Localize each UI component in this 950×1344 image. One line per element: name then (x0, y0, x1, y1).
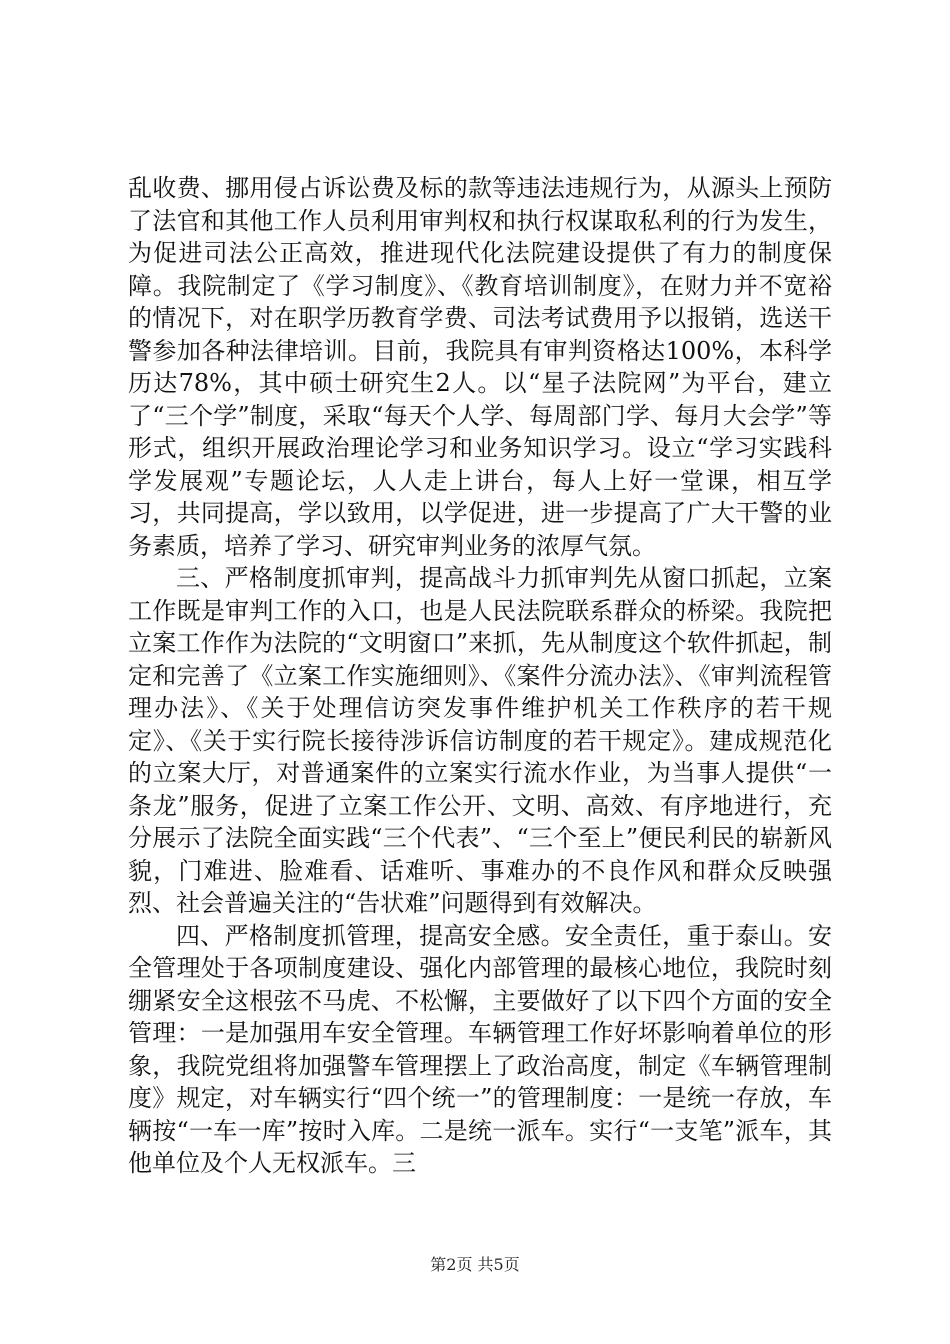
paragraph-3: 四、严格制度抓管理，提高安全感。安全责任，重于泰山。安全管理处于各项制度建设、强化内部管理的最核心地位，我院时刻绷紧安全这根弦不马虎、不松懈，主要做好了以下四个方面的安全管理：一是加强用车安全管理。车辆管理工作好坏影响着单位的形象，我院党组将加强警车管理摆上了政治高度，制定《车辆管理制度》规定，对车辆实行“四个统一”的管理制度：一是统一存放，车辆按“一车一库”按时入库。二是统一派车。实行“一支笔”派车，其他单位及个人无权派车。三 (128, 921, 832, 1177)
paragraph-2: 三、严格制度抓审判，提高战斗力抓审判先从窗口抓起，立案工作既是审判工作的入口，也是人民法院联系群众的桥梁。我院把立案工作作为法院的“文明窗口”来抓，先从制度这个软件抓起，制定和完善了《立案工作实施细则》、《案件分流办法》、《审判流程管理办法》、《关于处理信访突发事件维护机关工作秩序的若干规定》、《关于实行院长接待涉诉信访制度的若干规定》。建成规范化的立案大厅，对普通案件的立案实行流水作业，为当事人提供“一条龙”服务，促进了立案工作公开、文明、高效、有序地进行，充分展示了法院全面实践“三个代表”、“三个至上”便民利民的崭新风貌，门难进、脸难看、话难听、事难办的不良作风和群众反映强烈、社会普遍关注的“告状难”问题得到有效解决。 (128, 564, 832, 917)
body-text (128, 172, 832, 1180)
page-footer: 第2页 共5页 (430, 1255, 520, 1274)
paragraph-1: 乱收费、挪用侵占诉讼费及标的款等违法违规行为，从源头上预防了法官和其他工作人员利用审判权和执行权谋取私利的行为发生，为促进司法公正高效，推进现代化法院建设提供了有力的制度保障。我院制定了《学习制度》、《教育培训制度》，在财力并不宽裕的情况下，对在职学历教育学费、司法考试费用予以报销，选送干警参加各种法律培训。目前，我院具有审判资格达100%，本科学历达78%，其中硕士研究生2人。以“星子法院网”为平台，建立了“三个学”制度，采取“每天个人学、每周部门学、每月大会学”等形式，组织开展政治理论学习和业务知识学习。设立“学习实践科学发展观”专题论坛，人人走上讲台，每人上好一堂课，相互学习，共同提高，学以致用，以学促进，进一步提高了广大干警的业务素质，培养了学习、研究审判业务的浓厚气氛。 (128, 174, 832, 560)
